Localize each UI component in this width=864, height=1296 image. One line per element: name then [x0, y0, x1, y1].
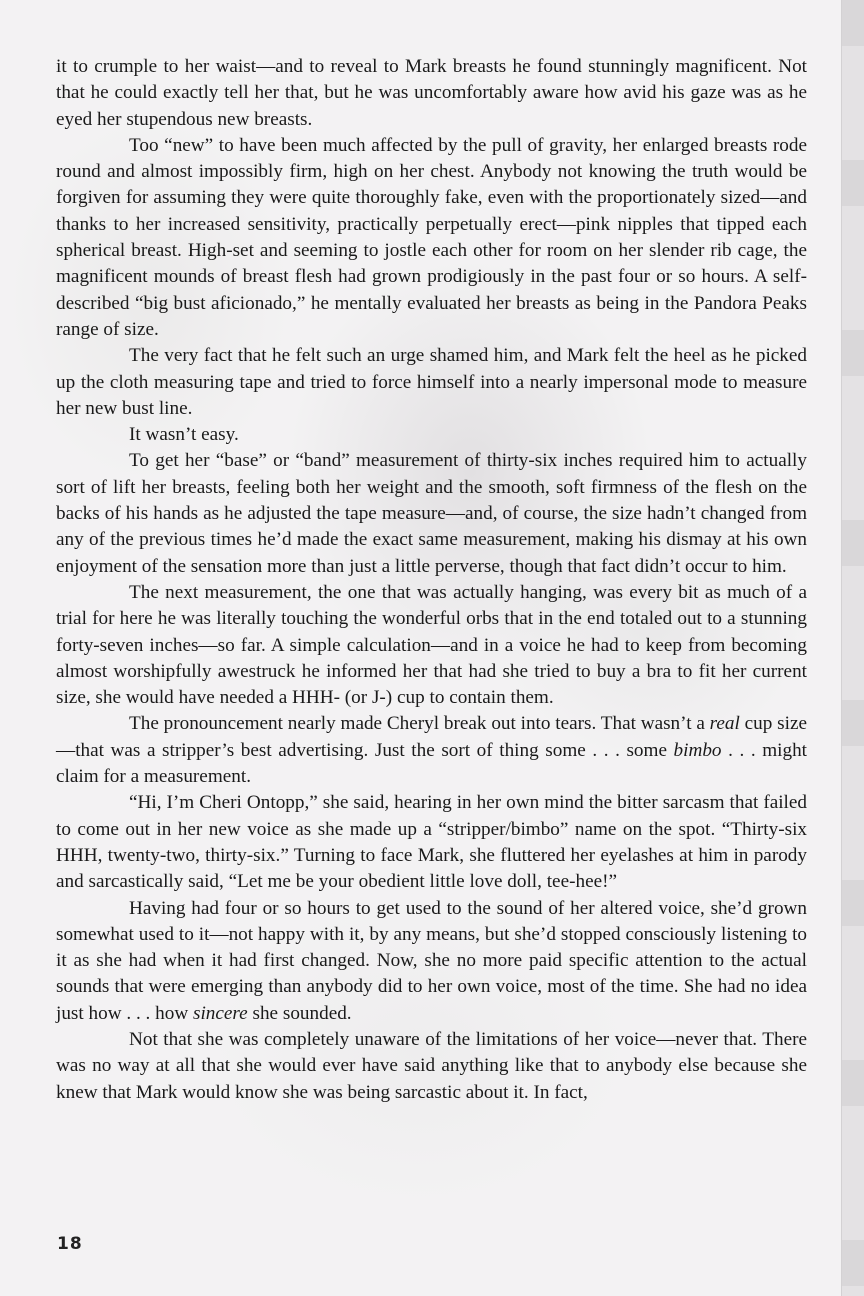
paragraph: To get her “base” or “band” measurement of thirty-six inches required him to actually sort of lift her breasts, feeling both her weight and the smooth, soft firmness of the flesh on the backs of his hands as he adjusted the tape measure—and, of course, the size hadn’t changed from any of the previous times he’d made the exact same measurement, making his dismay at his own enjoyment of the sensation more than just a little perverse, though that fact didn’t occur to him.: [56, 450, 807, 577]
paragraph: The very fact that he felt such an urge shamed him, and Mark felt the heel as he picked up the cloth measuring tape and tried to force himself into a nearly impersonal mode to measure her new bust line.: [56, 345, 807, 419]
italic-text: sincere: [192, 1002, 248, 1024]
paragraph: The pronouncement nearly made Cheryl break out into tears. That wasn’t a real cup size—that was a stripper’s best advertising. Just the sort of thing some . . . some bimbo . . . might claim for a measurement.: [56, 713, 807, 788]
body-text: [56, 54, 807, 1106]
italic-text: bimbo: [673, 739, 722, 761]
page-number: 18: [57, 1234, 83, 1254]
italic-text: real: [709, 713, 740, 735]
paragraph: “Hi, I’m Cheri Ontopp,” she said, hearing in her own mind the bitter sarcasm that failed to come out in her new voice as she made up a “stripper/bimbo” name on the spot. “Thirty-six HHH, twenty-two, thirty-six.” Turning to face Mark, she fluttered her eyelashes at him in parody and sarcastically said, “Let me be your obedient little love doll, tee-hee!”: [56, 792, 807, 893]
paragraph: It wasn’t easy.: [129, 424, 239, 446]
paragraph: it to crumple to her waist—and to reveal to Mark breasts he found stunningly magnificent. Not that he could exactly tell her that, but he was uncomfortably aware how avid his gaze was as he eyed her stupendous new breasts.: [56, 56, 807, 130]
paragraph: Not that she was completely unaware of the limitations of her voice—never that. There was no way at all that she would ever have said anything like that to anybody else because she knew that Mark would know she was being sarcastic about it. In fact,: [56, 1028, 807, 1103]
paragraph: Having had four or so hours to get used to the sound of her altered voice, she’d grown somewhat used to it—not happy with it, by any means, but she’d stopped consciously listening to it as she had when it had first changed. Now, she no more paid specific attention to the actual sounds that were emerging than anybody did to her own voice, most of the time. She had no idea just how . . . how sincere she sounded.: [56, 897, 807, 1024]
paragraph: The next measurement, the one that was actually hanging, was every bit as much of a trial for here he was literally touching the wonderful orbs that in the end totaled out to a stunning forty-seven inches—so far. A simple calculation—and in a voice he had to keep from becoming almost worshipfully awestruck he informed her that had she tried to buy a bra to fit her current size, she would have needed a HHH- (or J-) cup to contain them.: [56, 581, 807, 709]
page-edge: [841, 0, 864, 1296]
paragraph: Too “new” to have been much affected by the pull of gravity, her enlarged breasts rode round and almost impossibly firm, high on her chest. Anybody not knowing the truth would be forgiven for assuming they were quite thoroughly fake, even with the proportionately sized—and thanks to her increased sensitivity, practically perpetually erect—pink nipples that tipped each spherical breast. High-set and seeming to jostle each other for room on her slender rib cage, the magnificent mounds of breast flesh had grown prodigiously in the past four or so hours. A self-described “big bust aficionado,” he mentally evaluated her breasts as being in the Pandora Peaks range of size.: [56, 134, 807, 340]
